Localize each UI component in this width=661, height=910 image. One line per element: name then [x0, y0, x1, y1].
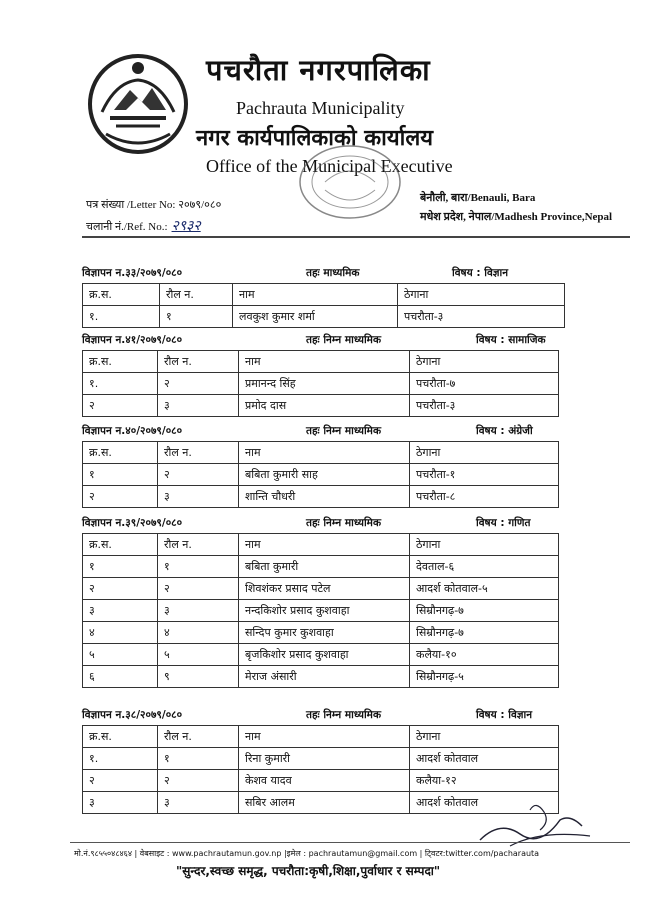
cell-sn: २	[83, 486, 158, 508]
cell-sn: १	[83, 464, 158, 486]
table-header-row	[83, 351, 559, 373]
cell-name: सबिर आलम	[239, 792, 410, 814]
results-table	[82, 441, 559, 508]
cell-name: नन्दकिशोर प्रसाद कुशवाहा	[239, 600, 410, 622]
table-row	[83, 644, 559, 666]
notice-number: विज्ञापन न.४०/२०७९/०८०	[82, 425, 183, 437]
header-name: नाम	[239, 534, 410, 556]
cell-name: बबिता कुमारी साह	[239, 464, 410, 486]
cell-address: आदर्श कोतवाल	[410, 748, 559, 770]
header-sn: क्र.स.	[83, 284, 160, 306]
cell-roll: ३	[158, 600, 239, 622]
header-sn: क्र.स.	[83, 534, 158, 556]
table-row	[83, 486, 559, 508]
subject-label: विषय : सामाजिक	[476, 334, 546, 346]
level-label: तहः निम्न माध्यमिक	[306, 334, 382, 346]
table-row	[83, 666, 559, 688]
cell-name: मेराज अंसारी	[239, 666, 410, 688]
cell-sn: १	[83, 556, 158, 578]
notice-number: विज्ञापन न.४१/२०७९/०८०	[82, 334, 183, 346]
cell-sn: ४	[83, 622, 158, 644]
cell-name: बृजकिशोर प्रसाद कुशवाहा	[239, 644, 410, 666]
cell-name: रिना कुमारी	[239, 748, 410, 770]
level-label: तहः निम्न माध्यमिक	[306, 425, 382, 437]
cell-sn: २	[83, 578, 158, 600]
table-row	[83, 622, 559, 644]
cell-name: लवकुश कुमार शर्मा	[233, 306, 398, 328]
cell-name: प्रमोद दास	[239, 395, 410, 417]
cell-name: केशव यादव	[239, 770, 410, 792]
office-stamp-icon	[295, 140, 405, 225]
cell-name: प्रमानन्द सिंह	[239, 373, 410, 395]
header-address: ठेगाना	[398, 284, 565, 306]
notice-number: विज्ञापन न.३९/२०७९/०८०	[82, 517, 183, 529]
footer-contact: मो.नं.९८५५०४८४६४ | वेबसाइट : www.pachrautamun.gov.np |इमेल : pachrautamun@gmail.com | टि्वटर:twitter.com/pacharauta	[74, 849, 540, 858]
reference-number	[86, 216, 201, 235]
subject-label: विषय : गणित	[476, 517, 531, 529]
results-table	[82, 350, 559, 417]
cell-address: सिम्रौनगढ़-७	[410, 600, 559, 622]
subject-label: विषय : विज्ञान	[452, 267, 509, 279]
letter-number: पत्र संख्या /Letter No: २०७९/०८०	[86, 199, 222, 211]
table-row	[83, 373, 559, 395]
header-address: ठेगाना	[410, 726, 559, 748]
notice-number: विज्ञापन न.३८/२०७९/०८०	[82, 709, 183, 721]
cell-sn: १.	[83, 748, 158, 770]
notice-number: विज्ञापन न.३३/२०७९/०८०	[82, 267, 183, 279]
level-label: तहः निम्न माध्यमिक	[306, 517, 382, 529]
cell-address: पचरौता-३	[398, 306, 565, 328]
cell-address: आदर्श कोतवाल	[410, 792, 559, 814]
footer-divider	[70, 842, 630, 843]
cell-roll: २	[158, 464, 239, 486]
cell-sn: २	[83, 395, 158, 417]
table-row	[83, 578, 559, 600]
table-row	[83, 464, 559, 486]
header-sn: क्र.स.	[83, 351, 158, 373]
cell-roll: २	[158, 578, 239, 600]
cell-name: शिवशंकर प्रसाद पटेल	[239, 578, 410, 600]
table-row	[83, 556, 559, 578]
cell-sn: १.	[83, 373, 158, 395]
cell-address: पचरौता-३	[410, 395, 559, 417]
office-name-np: नगर कार्यपालिकाको कार्यालय	[196, 125, 433, 151]
header-sn: क्र.स.	[83, 442, 158, 464]
header-name: नाम	[239, 726, 410, 748]
header-roll: रौल न.	[158, 442, 239, 464]
municipality-name-en: Pachrauta Municipality	[236, 98, 405, 118]
subject-label: विषय : अंग्रेजी	[476, 425, 533, 437]
address-line-2: मधेश प्रदेश, नेपाल/Madhesh Province,Nepal	[420, 211, 613, 223]
level-label: तहः माध्यमिक	[306, 267, 360, 279]
cell-sn: १.	[83, 306, 160, 328]
cell-roll: ३	[158, 395, 239, 417]
header-divider	[82, 236, 630, 238]
reference-label: चलानी नं./Ref. No.:	[86, 221, 168, 233]
cell-roll: २	[158, 770, 239, 792]
cell-roll: ३	[158, 486, 239, 508]
header-roll: रौल न.	[158, 534, 239, 556]
cell-address: कलैया-१०	[410, 644, 559, 666]
cell-roll: १	[160, 306, 233, 328]
cell-roll: ५	[158, 644, 239, 666]
table-header-row	[83, 726, 559, 748]
cell-sn: ३	[83, 600, 158, 622]
header-sn: क्र.स.	[83, 726, 158, 748]
cell-address: कलैया-१२	[410, 770, 559, 792]
cell-name: बबिता कुमारी	[239, 556, 410, 578]
header-address: ठेगाना	[410, 534, 559, 556]
header-address: ठेगाना	[410, 442, 559, 464]
cell-address: पचरौता-८	[410, 486, 559, 508]
table-row	[83, 600, 559, 622]
office-name-en: Office of the Municipal Executive	[206, 156, 453, 176]
table-row	[83, 306, 565, 328]
results-table	[82, 283, 565, 328]
cell-name: शान्ति चौधरी	[239, 486, 410, 508]
cell-address: देवताल-६	[410, 556, 559, 578]
cell-roll: १	[158, 748, 239, 770]
cell-address: सिम्रौनगढ़-७	[410, 622, 559, 644]
cell-sn: ३	[83, 792, 158, 814]
cell-sn: २	[83, 770, 158, 792]
results-table	[82, 533, 559, 688]
cell-sn: ६	[83, 666, 158, 688]
table-header-row	[83, 284, 565, 306]
cell-roll: ४	[158, 622, 239, 644]
header-address: ठेगाना	[410, 351, 559, 373]
header-name: नाम	[239, 351, 410, 373]
cell-sn: ५	[83, 644, 158, 666]
cell-address: पचरौता-७	[410, 373, 559, 395]
header-name: नाम	[233, 284, 398, 306]
cell-address: आदर्श कोतवाल-५	[410, 578, 559, 600]
nepal-emblem-icon	[86, 52, 190, 156]
subject-label: विषय : विज्ञान	[476, 709, 533, 721]
table-header-row	[83, 534, 559, 556]
cell-roll: २	[158, 373, 239, 395]
address-line-1: बेनौली, बारा/Benauli, Bara	[420, 192, 536, 204]
table-row	[83, 748, 559, 770]
header-roll: रौल न.	[158, 726, 239, 748]
reference-handwritten: २९३२	[171, 218, 201, 234]
header-roll: रौल न.	[158, 351, 239, 373]
header-name: नाम	[239, 442, 410, 464]
table-header-row	[83, 442, 559, 464]
cell-roll: १	[158, 556, 239, 578]
municipality-name-np: पचरौता नगरपालिका	[206, 53, 431, 87]
cell-address: सिम्रौनगढ़-५	[410, 666, 559, 688]
cell-roll: ९	[158, 666, 239, 688]
header-roll: रौल न.	[160, 284, 233, 306]
level-label: तहः निम्न माध्यमिक	[306, 709, 382, 721]
table-row	[83, 770, 559, 792]
footer-motto: "सुन्दर,स्वच्छ समृद्ध, पचरौता:कृषी,शिक्षा,पुर्वाधार र सम्पदा"	[176, 864, 441, 878]
cell-roll: ३	[158, 792, 239, 814]
table-row	[83, 395, 559, 417]
cell-name: सन्दिप कुमार कुशवाहा	[239, 622, 410, 644]
cell-address: पचरौता-१	[410, 464, 559, 486]
